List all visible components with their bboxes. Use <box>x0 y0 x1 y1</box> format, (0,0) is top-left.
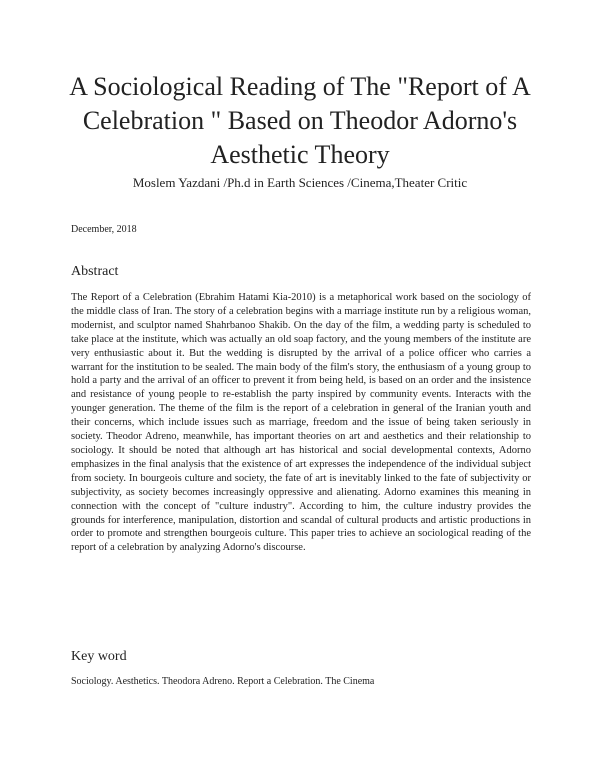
abstract-heading: Abstract <box>71 264 119 279</box>
keyword-heading: Key word <box>71 649 127 664</box>
author-line: Moslem Yazdani /Ph.d in Earth Sciences /Cinema,Theater Critic <box>132 175 468 190</box>
paper-title: A Sociological Reading of The "Report of A Celebration " Based on Theodor Adorno's Aesthetic Theory <box>69 72 531 169</box>
publication-date: December, 2018 <box>71 224 137 235</box>
keywords-text: Sociology. Aesthetics. Theodora Adreno. Report a Celebration. The Cinema <box>71 676 375 687</box>
abstract-body: The Report of a Celebration (Ebrahim Hatami Kia-2010) is a metaphorical work based on the sociology of the middle class of Iran. The story of a celebration begins with a marriage institute run by a religious woman, modernist, and sculptor named Shahrbanoo Shakib. On the day of the film, a wedding party is scheduled to take place at the institute, which was actually an old soap factory, and the young members of the institute are very enthusiastic about it. But the wedding is disrupted by the arrival of a police officer who carries a warrant for the institution to be sealed. The main body of the film's story, the enthusiasm of a young group to hold a party and the arrival of an officer to prevent it from being held, is based on an order and the insistence and resistance of young people to re-establish the party inspired by community events. Interacts with the younger generation. The theme of the film is the report of a celebration in general of the Iranian youth and their concerns, which include issues such as marriage, freedom and the issue of being taken seriously in society. Theodor Adreno, meanwhile, has important theories on art and aesthetics and their relationship to sociology. It should be noted that although art has historical and social developmental contexts, Adorno emphasizes in the final analysis that the existence of art expresses the independence of the individual subject from society. In bourgeois culture and society, the fate of art is inevitably linked to the fate of subjectivity or subjectivity, as society becomes increasingly oppressive and alienating. Adorno examines this meaning in connection with the concept of "culture industry". According to him, the culture industry provides the grounds for interference, manipulation, distortion and scandal of cultural products and artistic productions in order to promote and strengthen bourgeois culture. This paper tries to achieve an sociological reading of the report of a celebration by analyzing Adorno's discourse. <box>71 292 531 554</box>
